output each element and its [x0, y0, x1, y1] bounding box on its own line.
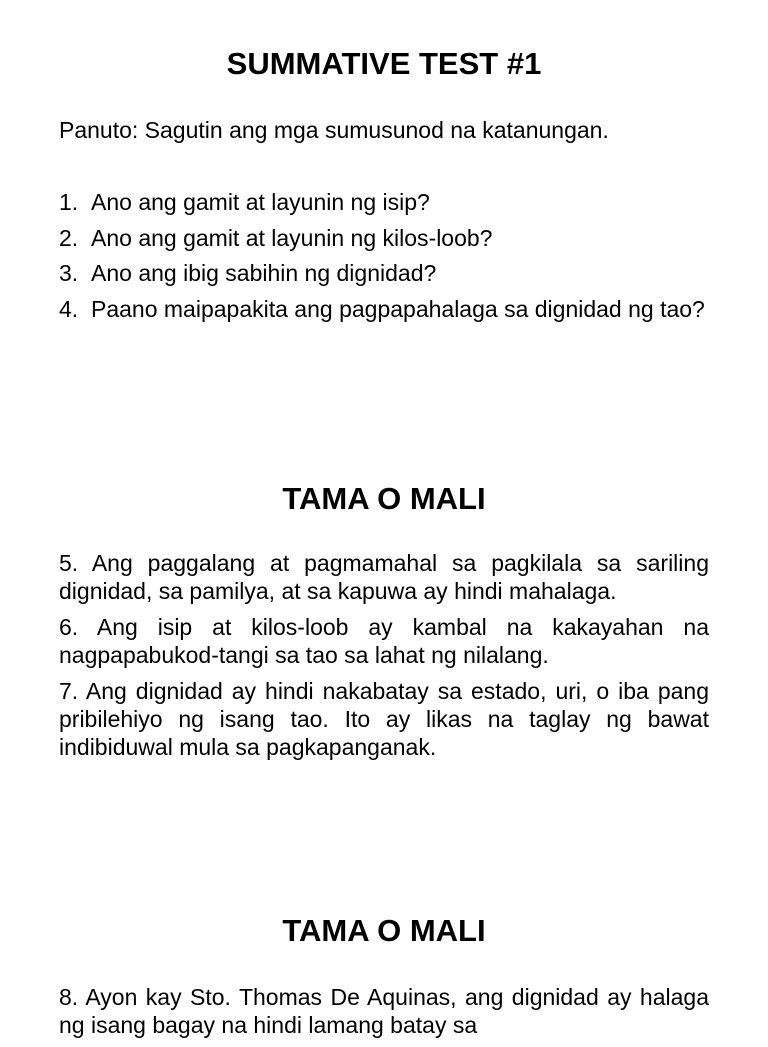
question-text: Ano ang ibig sabihin ng dignidad? [91, 260, 437, 286]
true-false-item-5: 5. Ang paggalang at pagmamahal sa pagkilala sa sariling dignidad, sa pamilya, at sa kapuwa ay hindi mahalaga. [59, 550, 709, 604]
question-item-2 [59, 224, 709, 252]
question-number: 4. [59, 295, 79, 322]
section-heading-tama-o-mali-2: TAMA O MALI [282, 913, 486, 948]
question-item-1 [59, 188, 709, 216]
true-false-item-6: 6. Ang isip at kilos-loob ay kambal na kakayahan na nagpapabukod-tangi sa tao sa lahat ng nilalang. [59, 614, 709, 668]
instructions-text: Panuto: Sagutin ang mga sumusunod na katanungan. [59, 117, 609, 143]
question-text: Ano ang gamit at layunin ng kilos-loob? [91, 224, 493, 251]
page-title: SUMMATIVE TEST #1 [226, 46, 542, 81]
true-false-item-8: 8. Ayon kay Sto. Thomas De Aquinas, ang dignidad ay halaga ng isang bagay na hindi lamang batay sa [59, 984, 709, 1038]
question-number: 2. [59, 224, 79, 251]
question-number: 3. [59, 260, 79, 286]
question-item-4 [59, 295, 709, 323]
question-item-3 [59, 259, 709, 287]
true-false-section-1 [59, 549, 709, 769]
question-text: Ano ang gamit at layunin ng isip? [91, 189, 430, 215]
true-false-section-2 [59, 983, 709, 1047]
question-list [59, 188, 709, 330]
question-number: 1. [59, 189, 79, 215]
section-heading-tama-o-mali-1: TAMA O MALI [282, 481, 486, 516]
question-text: Paano maipapakita ang pagpapahalaga sa dignidad ng tao? [91, 295, 705, 322]
true-false-item-7: 7. Ang dignidad ay hindi nakabatay sa estado, uri, o iba pang pribilehiyo ng isang tao. Ito ay likas na taglay ng bawat indibiduwal mula sa pagkapanganak. [59, 678, 709, 760]
